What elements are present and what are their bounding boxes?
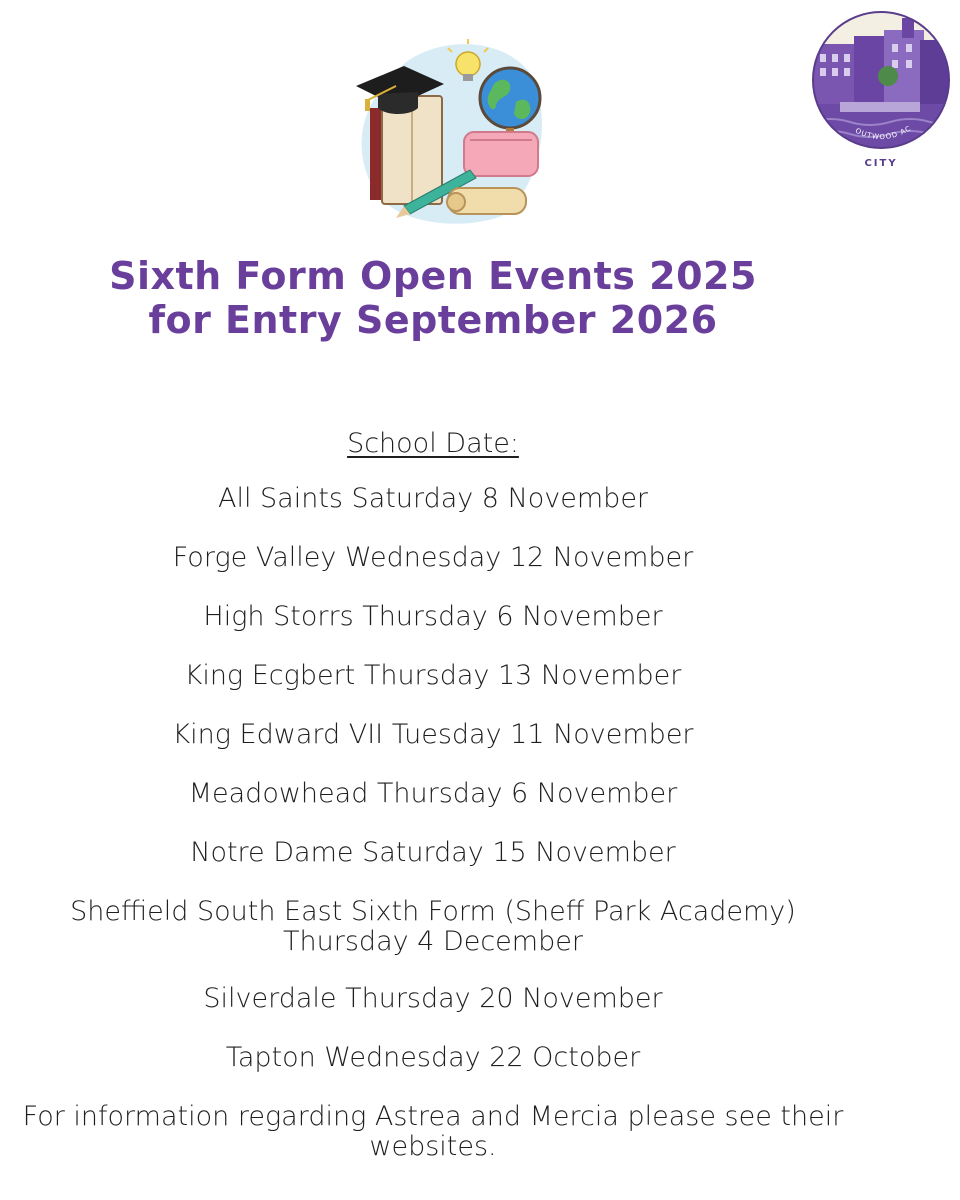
list-item: King Ecgbert Thursday 13 November: [184, 660, 682, 691]
list-item: King Edward VII Tuesday 11 November: [172, 719, 694, 750]
logo-label: CITY: [864, 158, 898, 169]
footnote: For information regarding Astrea and Mercia please see their websites.: [22, 1101, 844, 1162]
events-header: School Date:: [347, 428, 519, 459]
school-logo: [810, 10, 952, 176]
list-item: Silverdale Thursday 20 November: [203, 983, 663, 1014]
education-clipart: [352, 36, 548, 226]
list-item: Notre Dame Saturday 15 November: [190, 837, 676, 868]
list-item: High Storrs Thursday 6 November: [203, 601, 663, 632]
pencil-case-icon: [464, 132, 538, 176]
title-line-2: for Entry September 2026: [148, 298, 718, 342]
events-list: [0, 426, 866, 1162]
title-line-1: Sixth Form Open Events 2025: [109, 254, 757, 298]
diploma-scroll-icon: [447, 188, 526, 214]
logo-ring-text: OUTWOOD AC: [854, 124, 913, 142]
list-item: Sheffield South East Sixth Form (Sheff Park Academy) Thursday 4 December: [70, 896, 796, 957]
list-item: Forge Valley Wednesday 12 November: [172, 542, 694, 573]
list-item: Meadowhead Thursday 6 November: [188, 778, 678, 809]
list-item: Tapton Wednesday 22 October: [225, 1042, 641, 1073]
page-title: [0, 254, 866, 342]
list-item: All Saints Saturday 8 November: [217, 483, 649, 514]
